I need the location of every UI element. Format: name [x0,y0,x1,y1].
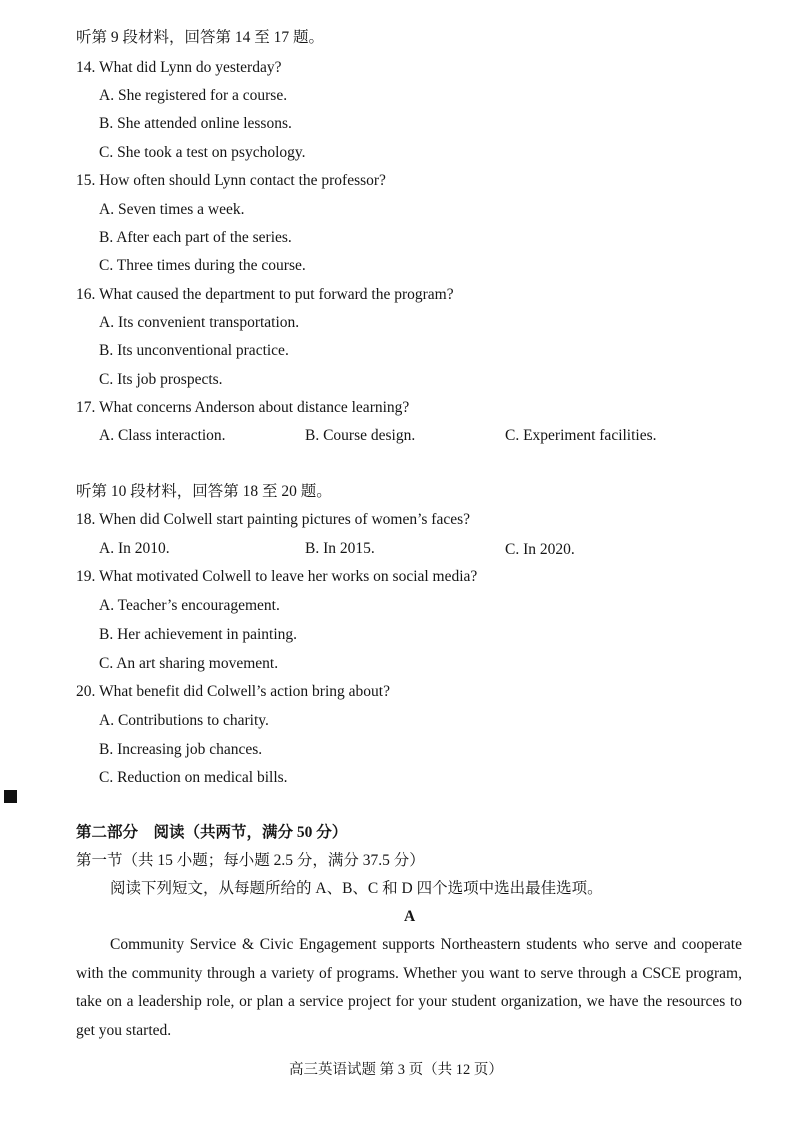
option-15b: B. After each part of the series. [99,229,292,246]
option-19a: A. Teacher’s encouragement. [99,597,280,614]
option-16a: A. Its convenient transportation. [99,314,300,331]
question-18: 18. When did Colwell start painting pictures of women’s faces? [76,511,471,528]
page-footer: 高三英语试题 第 3 页（共 12 页） [289,1062,503,1078]
option-20c: C. Reduction on medical bills. [99,769,288,786]
passage-a-paragraph: Community Service & Civic Engagement supports Northeastern students who serve and cooperate with the community through a variety of programs. Whether you want to serve through a CSCE program, take on a leadership role, or plan a service project for your student organization, we have the resources to get you started. [76,936,742,1039]
option-15a: A. Seven times a week. [99,201,245,218]
section-9-header: 听第 9 段材料，回答第 14 至 17 题。 [76,29,325,46]
option-17c: C. Experiment facilities. [505,427,657,444]
option-15c: C. Three times during the course. [99,257,306,274]
question-17: 17. What concerns Anderson about distance learning? [76,399,410,416]
option-18a: A. In 2010. [99,540,170,557]
option-14c: C. She took a test on psychology. [99,144,306,161]
option-16c: C. Its job prospects. [99,371,223,388]
reading-instruction: 阅读下列短文，从每题所给的 A、B、C 和 D 四个选项中选出最佳选项。 [110,880,603,897]
question-15: 15. How often should Lynn contact the professor? [76,172,386,189]
question-14: 14. What did Lynn do yesterday? [76,59,282,76]
margin-marker [4,790,17,803]
question-19: 19. What motivated Colwell to leave her works on social media? [76,568,478,585]
option-19b: B. Her achievement in painting. [99,626,297,643]
option-16b: B. Its unconventional practice. [99,342,289,359]
section-10-header: 听第 10 段材料，回答第 18 至 20 题。 [76,483,332,500]
option-17a: A. Class interaction. [99,427,226,444]
part-2-section-1: 第一节（共 15 小题；每小题 2.5 分，满分 37.5 分） [76,852,425,869]
option-19c: C. An art sharing movement. [99,655,279,672]
part-2-title: 第二部分 阅读（共两节，满分 50 分） [76,824,348,841]
option-18b: B. In 2015. [305,540,375,557]
option-14b: B. She attended online lessons. [99,115,292,132]
option-18c: C. In 2020. [505,541,575,558]
question-16: 16. What caused the department to put forward the program? [76,286,454,303]
option-20a: A. Contributions to charity. [99,712,269,729]
option-14a: A. She registered for a course. [99,87,288,104]
passage-label: A [404,908,416,925]
option-17b: B. Course design. [305,427,416,444]
question-20: 20. What benefit did Colwell’s action bring about? [76,683,390,700]
option-20b: B. Increasing job chances. [99,741,263,758]
